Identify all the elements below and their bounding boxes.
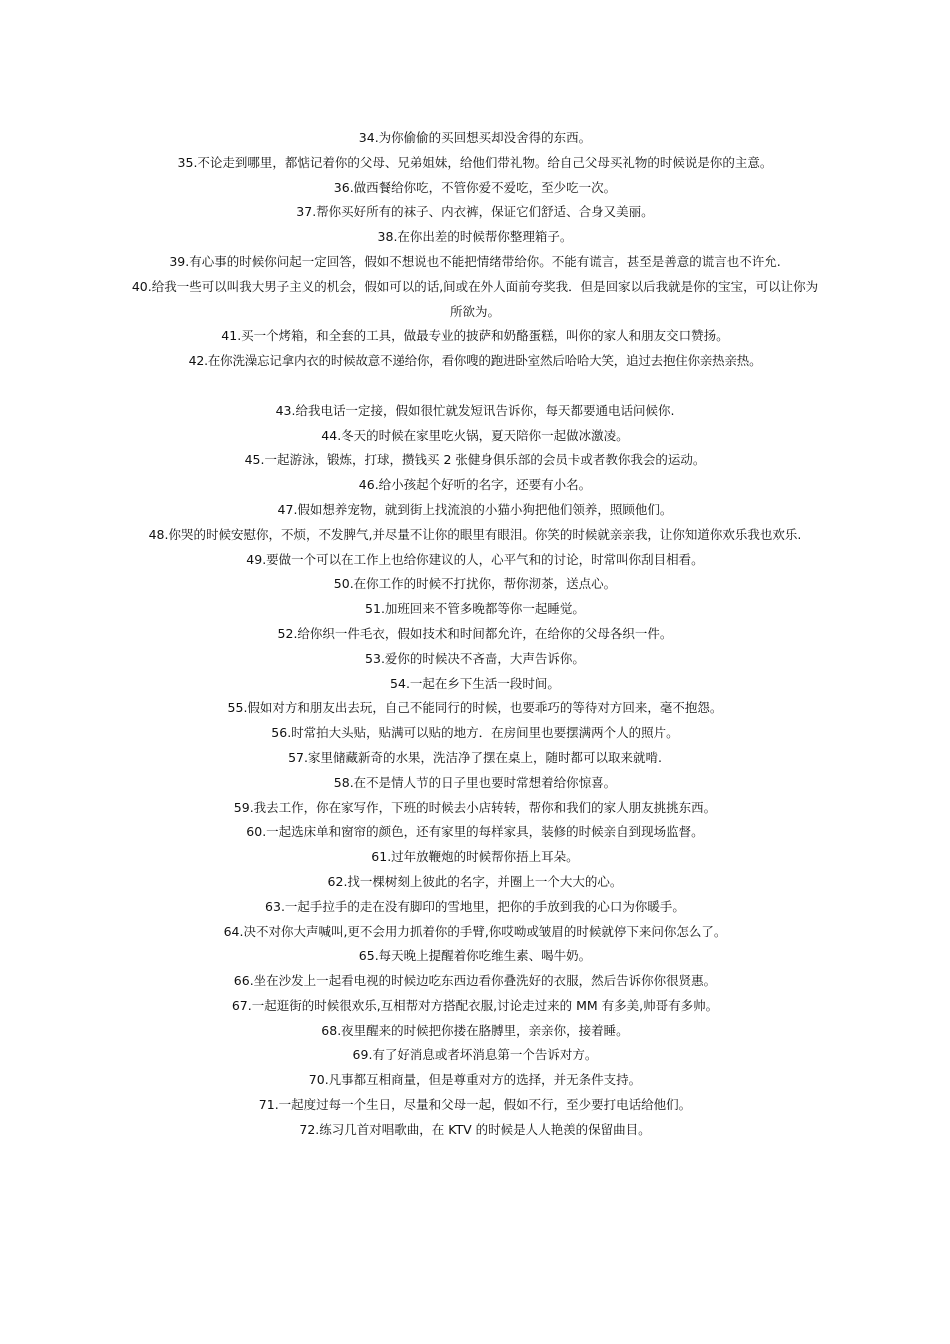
- list-item: 44.冬天的时候在家里吃火锅，夏天陪你一起做冰激凌。: [321, 427, 629, 443]
- list-item: 56.时常拍大头贴，贴满可以贴的地方．在房间里也要摆满两个人的照片。: [271, 725, 679, 741]
- list-item: 67.一起逛街的时候很欢乐,互相帮对方搭配衣服,讨论走过来的 MM 有多美,帅哥有多帅。: [231, 997, 719, 1013]
- list-item: 41.买一个烤箱，和全套的工具，做最专业的披萨和奶酪蛋糕，叫你的家人和朋友交口赞扬。: [221, 328, 729, 344]
- list-item: 62.找一棵树刻上彼此的名字，并圈上一个大大的心。: [327, 873, 623, 889]
- list-item: 52.给你织一件毛衣，假如技术和时间都允许，在给你的父母各织一件。: [277, 625, 673, 641]
- list-item: 50.在你工作的时候不打扰你，帮你沏茶，送点心。: [333, 576, 617, 592]
- list-item: 65.每天晚上提醒着你吃维生素、喝牛奶。: [358, 948, 592, 964]
- list-item: 36.做西餐给你吃，不管你爱不爱吃，至少吃一次。: [333, 179, 617, 195]
- list-item: 48.你哭的时候安慰你，不烦，不发脾气,并尽量不让你的眼里有眼泪。你笑的时候就亲亲我，让你知道你欢乐我也欢乐.: [148, 526, 802, 542]
- list-item: 53.爱你的时候决不吝啬，大声告诉你。: [365, 650, 585, 666]
- list-item: 57.家里储藏新奇的水果，洗洁净了摆在桌上，随时都可以取来就啃.: [288, 749, 662, 765]
- list-item: 49.要做一个可以在工作上也给你建议的人，心平气和的讨论，时常叫你刮目相看。: [246, 551, 704, 567]
- list-item: 60.一起选床单和窗帘的颜色，还有家里的每样家具，装修的时候亲自到现场监督。: [246, 824, 704, 840]
- list-item: 72.练习几首对唱歌曲，在 KTV 的时候是人人艳羡的保留曲目。: [299, 1121, 651, 1137]
- promise-list: [131, 126, 819, 1143]
- list-item: 37.帮你买好所有的袜子、内衣裤，保证它们舒适、合身又美丽。: [296, 204, 654, 220]
- document-page: [0, 126, 950, 1143]
- list-item: 66.坐在沙发上一起看电视的时候边吃东西边看你叠洗好的衣服，然后告诉你你很贤惠。: [233, 973, 717, 989]
- list-item: 61.过年放鞭炮的时候帮你捂上耳朵。: [371, 849, 579, 865]
- list-item: 70.凡事都互相商量，但是尊重对方的选择，并无条件支持。: [308, 1072, 642, 1088]
- list-item: 63.一起手拉手的走在没有脚印的雪地里，把你的手放到我的心口为你暖手。: [265, 898, 685, 914]
- list-item: 68.夜里醒来的时候把你搂在胳膊里，亲亲你，接着睡。: [321, 1022, 629, 1038]
- list-item: 58.在不是情人节的日子里也要时常想着给你惊喜。: [333, 774, 617, 790]
- list-item: 55.假如对方和朋友出去玩，自己不能同行的时候，也要乖巧的等待对方回来，毫不抱怨。: [227, 700, 723, 716]
- list-item: 71.一起度过每一个生日，尽量和父母一起，假如不行，至少要打电话给他们。: [258, 1097, 692, 1113]
- list-item: 47.假如想养宠物，就到街上找流浪的小猫小狗把他们领养，照顾他们。: [277, 501, 673, 517]
- list-item: 64.决不对你大声喊叫,更不会用力抓着你的手臂,你哎呦或皱眉的时候就停下来问你怎么了。: [223, 923, 727, 939]
- list-item: 59.我去工作，你在家写作，下班的时候去小店转转，帮你和我们的家人朋友挑挑东西。: [233, 799, 717, 815]
- list-item: 51.加班回来不管多晚都等你一起睡觉。: [365, 601, 585, 617]
- list-item: 34.为你偷偷的买回想买却没舍得的东西。: [358, 130, 592, 145]
- list-item: 42.在你洗澡忘记拿内衣的时候故意不递给你，看你嗖的跑进卧室然后哈哈大笑，追过去抱住你亲热亲热。: [188, 353, 762, 369]
- list-item: 46.给小孩起个好听的名字，还要有小名。: [358, 477, 592, 493]
- list-item: 38.在你出差的时候帮你整理箱子。: [377, 229, 573, 245]
- list-item: 39.有心事的时候你问起一定回答，假如不想说也不能把情绪带给你。不能有谎言，甚至是善意的谎言也不许允.: [169, 253, 781, 269]
- list-item: 43.给我电话一定接，假如很忙就发短讯告诉你，每天都要通电话问候你.: [275, 402, 675, 418]
- list-item: 40.给我一些可以叫我大男子主义的机会，假如可以的话,间或在外人面前夸奖我．但是回家以后我就是你的宝宝，可以让你为所欲为。: [131, 278, 819, 319]
- list-item: 69.有了好消息或者坏消息第一个告诉对方。: [352, 1047, 598, 1063]
- list-item: 45.一起游泳，锻炼，打球，攒钱买 2 张健身俱乐部的会员卡或者教你我会的运动。: [244, 452, 706, 468]
- list-item: 54.一起在乡下生活一段时间。: [390, 675, 560, 691]
- list-item: 35.不论走到哪里，都惦记着你的父母、兄弟姐妹，给他们带礼物。给自己父母买礼物的时候说是你的主意。: [177, 154, 773, 170]
